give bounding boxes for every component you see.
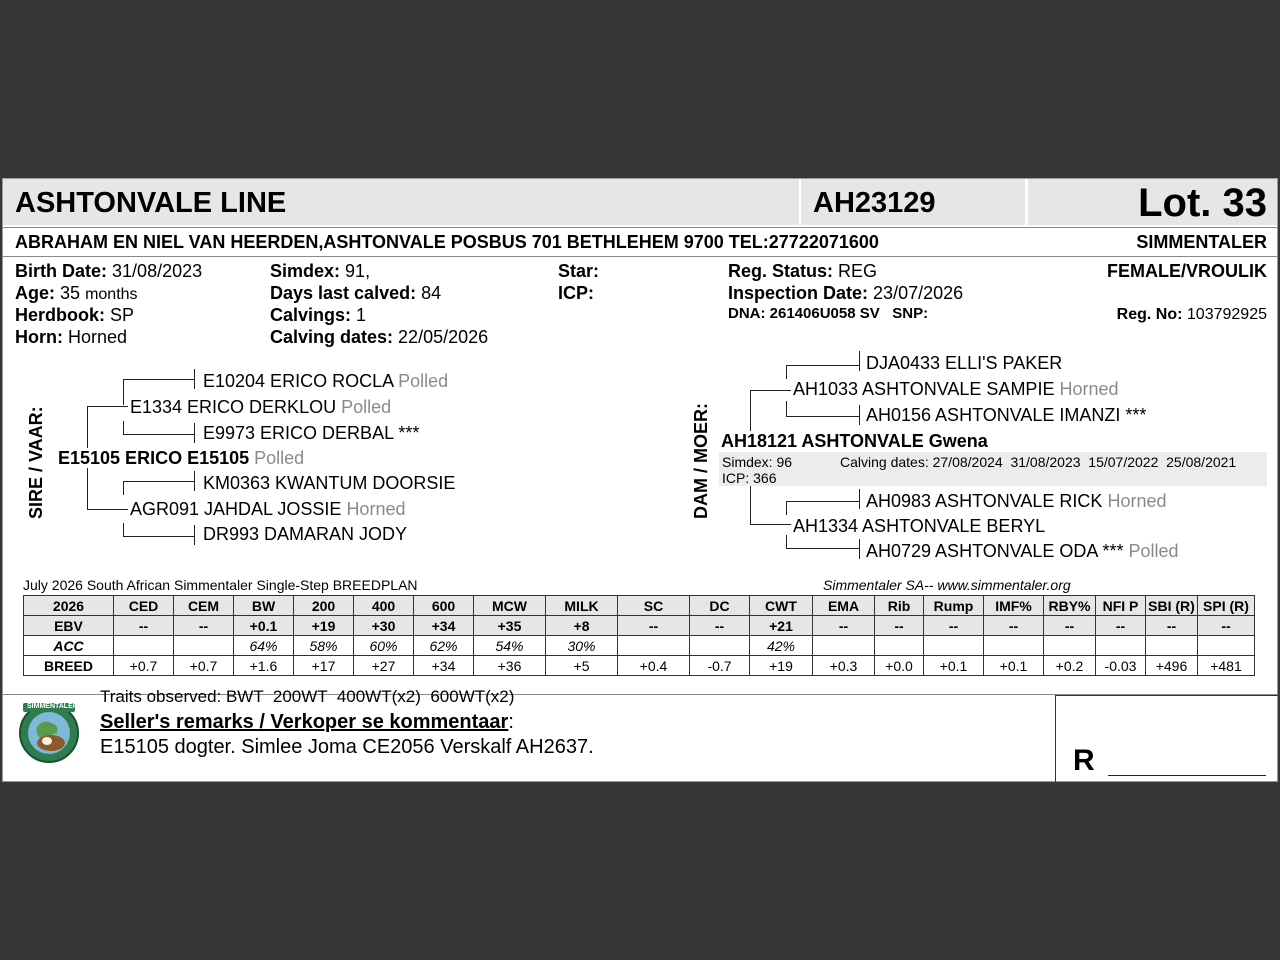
breed-cell: +34 [414, 656, 474, 676]
breed-cell: +0.1 [984, 656, 1044, 676]
reg-number: Reg. No: 103792925 [1116, 306, 1267, 323]
sex: FEMALE/VROULIK [1107, 261, 1267, 281]
herdbook: Herdbook: SP [15, 305, 135, 325]
ebv-cell: +8 [546, 616, 618, 636]
breed-row [24, 656, 1255, 676]
breed-cell: +0.7 [174, 656, 234, 676]
acc-cell [984, 636, 1044, 656]
acc-cell [1096, 636, 1146, 656]
simdex: Simdex: 91, [270, 261, 371, 281]
ebv-header-cell: CED [114, 596, 174, 616]
ebv-cell: +21 [750, 616, 813, 636]
acc-cell: 30% [546, 636, 618, 656]
ebv-header-cell: 600 [414, 596, 474, 616]
breedplan-caption: July 2026 South African Simmentaler Single-Step BREEDPLAN [23, 577, 418, 593]
simmentaler-logo [13, 699, 85, 763]
owner-address: ABRAHAM EN NIEL VAN HEERDEN,ASHTONVALE POSBUS 701 BETHLEHEM 9700 TEL:27722071600 [15, 232, 879, 252]
ebv-header-cell: SC [618, 596, 690, 616]
acc-cell: 64% [234, 636, 294, 656]
breed-cell: +5 [546, 656, 618, 676]
horn-status: Horn: Horned [15, 327, 128, 347]
acc-cell [924, 636, 984, 656]
ebv-header-cell: SBI (R) [1146, 596, 1198, 616]
animal-name: ASHTONVALE LINE [15, 187, 287, 219]
dam-dam-sire: AH0983 ASHTONVALE RICK Horned [866, 491, 1167, 511]
ebv-cell: -- [690, 616, 750, 636]
dam-sire-sire: DJA0433 ELLI'S PAKER [866, 353, 1063, 373]
ebv-header-cell: 400 [354, 596, 414, 616]
sire-dam: AGR091 JAHDAL JOSSIE Horned [130, 499, 406, 519]
ebv-cell: EBV [24, 616, 114, 636]
sire-side-label: SIRE / VAAR: [26, 406, 46, 519]
remarks-heading: Seller's remarks / Verkoper se kommentaar: [100, 711, 514, 733]
ebv-header-cell: MCW [474, 596, 546, 616]
dam-animal: AH18121 ASHTONVALE Gwena [721, 431, 988, 451]
ebv-table [23, 595, 1255, 676]
ebv-header-cell: SPI (R) [1198, 596, 1255, 616]
ebv-header-row [24, 596, 1255, 616]
ebv-header-cell: CWT [750, 596, 813, 616]
ebv-header-cell: RBY% [1044, 596, 1096, 616]
ebv-header-cell: MILK [546, 596, 618, 616]
breed-cell: +0.0 [875, 656, 924, 676]
acc-cell: 62% [414, 636, 474, 656]
ebv-cell: -- [924, 616, 984, 636]
acc-cell [1146, 636, 1198, 656]
ebv-cell: -- [618, 616, 690, 636]
ebv-header-cell: EMA [813, 596, 875, 616]
ebv-header-cell: Rib [875, 596, 924, 616]
ebv-cell: -- [114, 616, 174, 636]
animal-id: AH23129 [813, 187, 936, 219]
sire-sire: E1334 ERICO DERKLOU Polled [130, 397, 392, 417]
reg-status: Reg. Status: REG [728, 261, 878, 281]
breed-cell: +481 [1198, 656, 1255, 676]
logo-text: SIMMENTALER [27, 703, 78, 710]
age: Age: 35 months [15, 283, 138, 303]
lot-number: Lot. 33 [1138, 181, 1267, 225]
acc-cell: ACC [24, 636, 114, 656]
acc-cell [618, 636, 690, 656]
sire-sire-dam: E9973 ERICO DERBAL *** [203, 423, 420, 443]
ebv-header-cell: CEM [174, 596, 234, 616]
dam-simdex: Simdex: 96 [722, 454, 793, 470]
ebv-row [24, 616, 1255, 636]
acc-cell: 60% [354, 636, 414, 656]
breed-cell: +19 [750, 656, 813, 676]
ebv-cell: +0.1 [234, 616, 294, 636]
sire-animal: E15105 ERICO E15105 Polled [58, 448, 305, 468]
ebv-cell: -- [984, 616, 1044, 636]
ebv-header-cell: NFI P [1096, 596, 1146, 616]
inspection-date: Inspection Date: 23/07/2026 [728, 283, 964, 303]
acc-cell [1198, 636, 1255, 656]
acc-cell: 58% [294, 636, 354, 656]
ebv-cell: +34 [414, 616, 474, 636]
breed-cell: +36 [474, 656, 546, 676]
sire-sire-sire: E10204 ERICO ROCLA Polled [203, 371, 449, 391]
breed-cell: +0.7 [114, 656, 174, 676]
acc-cell [875, 636, 924, 656]
acc-cell [690, 636, 750, 656]
breed-cell: +17 [294, 656, 354, 676]
days-last-calved: Days last calved: 84 [270, 283, 442, 303]
ebv-header-cell: DC [690, 596, 750, 616]
ebv-header-cell: 2026 [24, 596, 114, 616]
ebv-cell: -- [1044, 616, 1096, 636]
breed-cell: -0.7 [690, 656, 750, 676]
dam-calving-dates: Calving dates: 27/08/2024 31/08/2023 15/07/2022 25/08/2021 [840, 454, 1237, 470]
traits-observed: Traits observed: BWT 200WT 400WT(x2) 600WT(x2) [100, 687, 515, 706]
acc-cell [174, 636, 234, 656]
breed-name: SIMMENTALER [1136, 232, 1267, 252]
dam-side-label: DAM / MOER: [691, 403, 711, 519]
ebv-cell: +19 [294, 616, 354, 636]
ebv-header-cell: BW [234, 596, 294, 616]
ebv-header-cell: 200 [294, 596, 354, 616]
birth-date: Birth Date: 31/08/2023 [15, 261, 203, 281]
dam-sire: AH1033 ASHTONVALE SAMPIE Horned [793, 379, 1119, 399]
ebv-header-cell: Rump [924, 596, 984, 616]
ebv-cell: -- [174, 616, 234, 636]
ebv-cell: -- [813, 616, 875, 636]
dam-sire-dam: AH0156 ASHTONVALE IMANZI *** [866, 405, 1147, 425]
icp-label: ICP: [558, 283, 594, 303]
calving-dates: Calving dates: 22/05/2026 [270, 327, 489, 347]
breed-cell: BREED [24, 656, 114, 676]
seller-remarks: E15105 dogter. Simlee Joma CE2056 Verskalf AH2637. [100, 736, 594, 758]
acc-cell [1044, 636, 1096, 656]
ebv-cell: +30 [354, 616, 414, 636]
breed-cell: +1.6 [234, 656, 294, 676]
ebv-cell: -- [875, 616, 924, 636]
acc-row [24, 636, 1255, 656]
breed-cell: +0.4 [618, 656, 690, 676]
dam-icp: ICP: 366 [722, 470, 777, 486]
ebv-cell: -- [1096, 616, 1146, 636]
star-label: Star: [558, 261, 600, 281]
price-line[interactable] [1108, 775, 1266, 776]
acc-cell: 42% [750, 636, 813, 656]
breed-cell: +0.3 [813, 656, 875, 676]
breedplan-website: Simmentaler SA-- www.simmentaler.org [823, 577, 1071, 593]
ebv-cell: -- [1198, 616, 1255, 636]
breed-cell: +0.2 [1044, 656, 1096, 676]
breed-cell: -0.03 [1096, 656, 1146, 676]
calvings: Calvings: 1 [270, 305, 367, 325]
ebv-header-cell: IMF% [984, 596, 1044, 616]
breed-cell: +27 [354, 656, 414, 676]
breed-cell: +496 [1146, 656, 1198, 676]
breed-cell: +0.1 [924, 656, 984, 676]
sire-dam-dam: DR993 DAMARAN JODY [203, 524, 408, 544]
acc-cell: 54% [474, 636, 546, 656]
acc-cell [813, 636, 875, 656]
ebv-cell: -- [1146, 616, 1198, 636]
dna-info: DNA: 261406U058 SV SNP: [728, 305, 929, 322]
lot-card [2, 178, 1278, 782]
dam-dam-dam: AH0729 ASHTONVALE ODA *** Polled [866, 541, 1179, 561]
acc-cell [114, 636, 174, 656]
price-label: R [1073, 744, 1095, 777]
sire-dam-sire: KM0363 KWANTUM DOORSIE [203, 473, 456, 493]
dam-dam: AH1334 ASHTONVALE BERYL [793, 516, 1046, 536]
ebv-cell: +35 [474, 616, 546, 636]
